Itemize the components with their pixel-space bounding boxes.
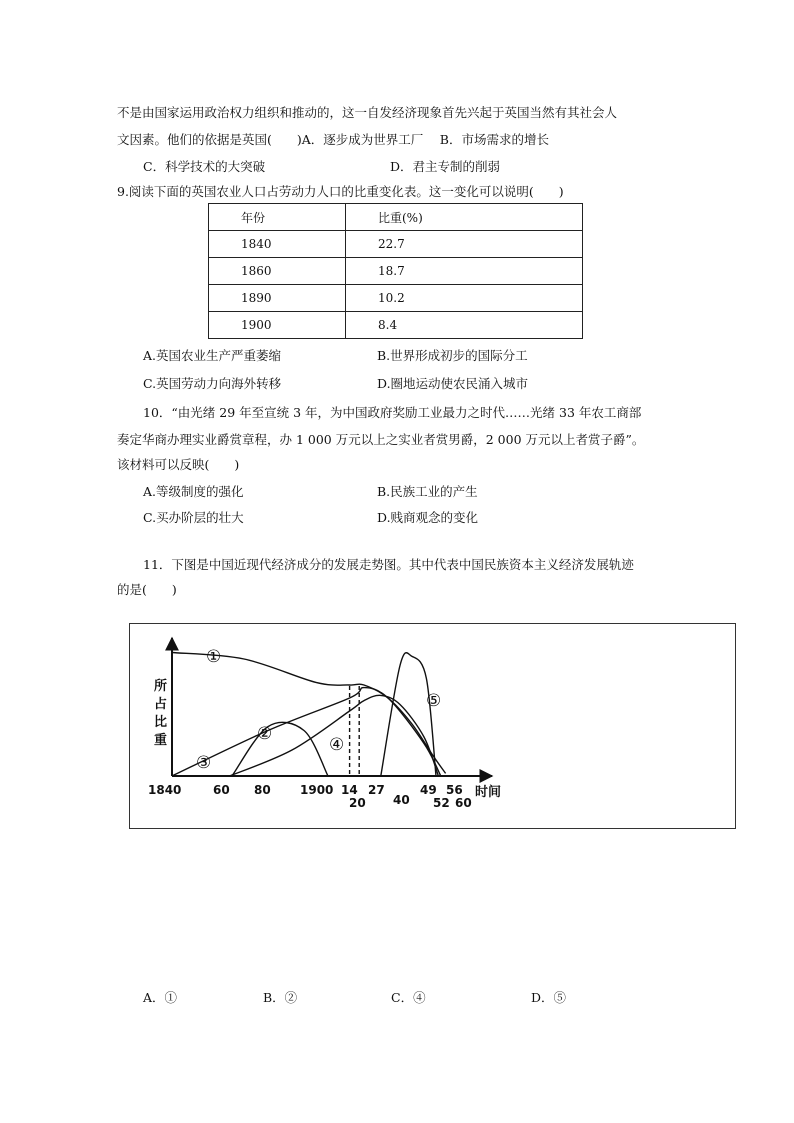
q8-option-c[interactable]: C．科学技术的大突破 — [143, 159, 266, 174]
table-cell: 1860 — [209, 258, 346, 285]
table-cell: 1840 — [209, 231, 346, 258]
x-tick-label: 52 — [433, 796, 450, 810]
series-label-5: ⑤ — [426, 691, 442, 711]
curve-series-3 — [172, 688, 441, 776]
q10-text-line3: 该材料可以反映( ) — [117, 457, 240, 472]
q10-option-b[interactable]: B.民族工业的产生 — [377, 484, 478, 499]
table-cell: 18.7 — [346, 258, 583, 285]
economy-trend-chart — [129, 623, 736, 829]
q8-option-d[interactable]: D．君主专制的削弱 — [390, 159, 501, 174]
q11-option-d[interactable]: D．⑤ — [531, 990, 567, 1005]
q9-option-d[interactable]: D.圈地运动使农民涌入城市 — [377, 376, 529, 391]
series-label-2: ② — [257, 724, 273, 744]
x-axis-label: 时间 — [475, 785, 502, 800]
x-tick-label: 27 — [368, 783, 385, 797]
q10-option-d[interactable]: D.贱商观念的变化 — [377, 510, 479, 525]
table-row — [209, 312, 583, 339]
table-row — [209, 258, 583, 285]
q10-text-line1: 10．“由光绪 29 年至宣统 3 年，为中国政府奖励工业最力之时代……光绪 33 年农工商部 — [143, 405, 642, 420]
x-tick-label: 14 — [341, 783, 358, 797]
x-tick-label: 80 — [254, 783, 271, 797]
q10-option-c[interactable]: C.买办阶层的壮大 — [143, 510, 244, 525]
q8-text-line1: 不是由国家运用政治权力组织和推动的，这一自发经济现象首先兴起于英国当然有其社会人 — [117, 105, 618, 120]
q10-option-a[interactable]: A.等级制度的强化 — [143, 484, 244, 499]
chart-svg — [130, 624, 735, 828]
table-header-row — [209, 204, 583, 231]
q9-stem: 9.阅读下面的英国农业人口占劳动力人口的比重变化表。这一变化可以说明( ) — [117, 184, 564, 199]
x-tick-label: 20 — [349, 796, 366, 810]
q9-option-a[interactable]: A.英国农业生产严重萎缩 — [143, 348, 282, 363]
x-tick-label: 60 — [213, 783, 230, 797]
series-label-4: ④ — [329, 735, 345, 755]
q9-option-b[interactable]: B.世界形成初步的国际分工 — [377, 348, 528, 363]
table-header-ratio: 比重(%) — [346, 204, 583, 231]
y-axis-label-char: 所 — [154, 679, 168, 694]
table-header-year: 年份 — [209, 204, 346, 231]
series-label-3: ③ — [196, 753, 212, 773]
table-cell: 1900 — [209, 312, 346, 339]
table-cell: 22.7 — [346, 231, 583, 258]
q10-text-line2: 奏定华商办理实业爵赏章程，办 1 000 万元以上之实业者赏男爵，2 000 万元以上者赏子爵”。 — [117, 432, 645, 447]
series-label-1: ① — [206, 647, 222, 667]
x-tick-label: 1840 — [148, 783, 182, 797]
x-tick-label: 60 — [455, 796, 472, 810]
table-cell: 10.2 — [346, 285, 583, 312]
q11-option-a[interactable]: A．① — [143, 990, 178, 1005]
table-cell: 1890 — [209, 285, 346, 312]
y-axis-label-char: 占 — [154, 697, 168, 712]
curve-series-1 — [172, 653, 446, 774]
population-table — [208, 203, 583, 339]
q11-option-c[interactable]: C．④ — [391, 990, 426, 1005]
x-tick-label: 49 — [420, 783, 437, 797]
x-tick-label: 56 — [446, 783, 463, 797]
q8-text-line2: 文因素。他们的依据是英国( )A．逐步成为世界工厂 B．市场需求的增长 — [117, 132, 549, 147]
q9-option-c[interactable]: C.英国劳动力向海外转移 — [143, 376, 282, 391]
table-cell: 8.4 — [346, 312, 583, 339]
table-row — [209, 231, 583, 258]
x-tick-label: 1900 — [300, 783, 334, 797]
y-axis-label-char: 比 — [154, 715, 168, 730]
table-row — [209, 285, 583, 312]
curve-series-2 — [232, 722, 328, 776]
q11-text-line2: 的是( ) — [117, 582, 177, 597]
q11-option-b[interactable]: B．② — [263, 990, 298, 1005]
q11-text-line1: 11．下图是中国近现代经济成分的发展走势图。其中代表中国民族资本主义经济发展轨迹 — [143, 557, 634, 572]
y-axis-label-char: 重 — [154, 733, 168, 748]
x-tick-label: 40 — [393, 793, 410, 807]
